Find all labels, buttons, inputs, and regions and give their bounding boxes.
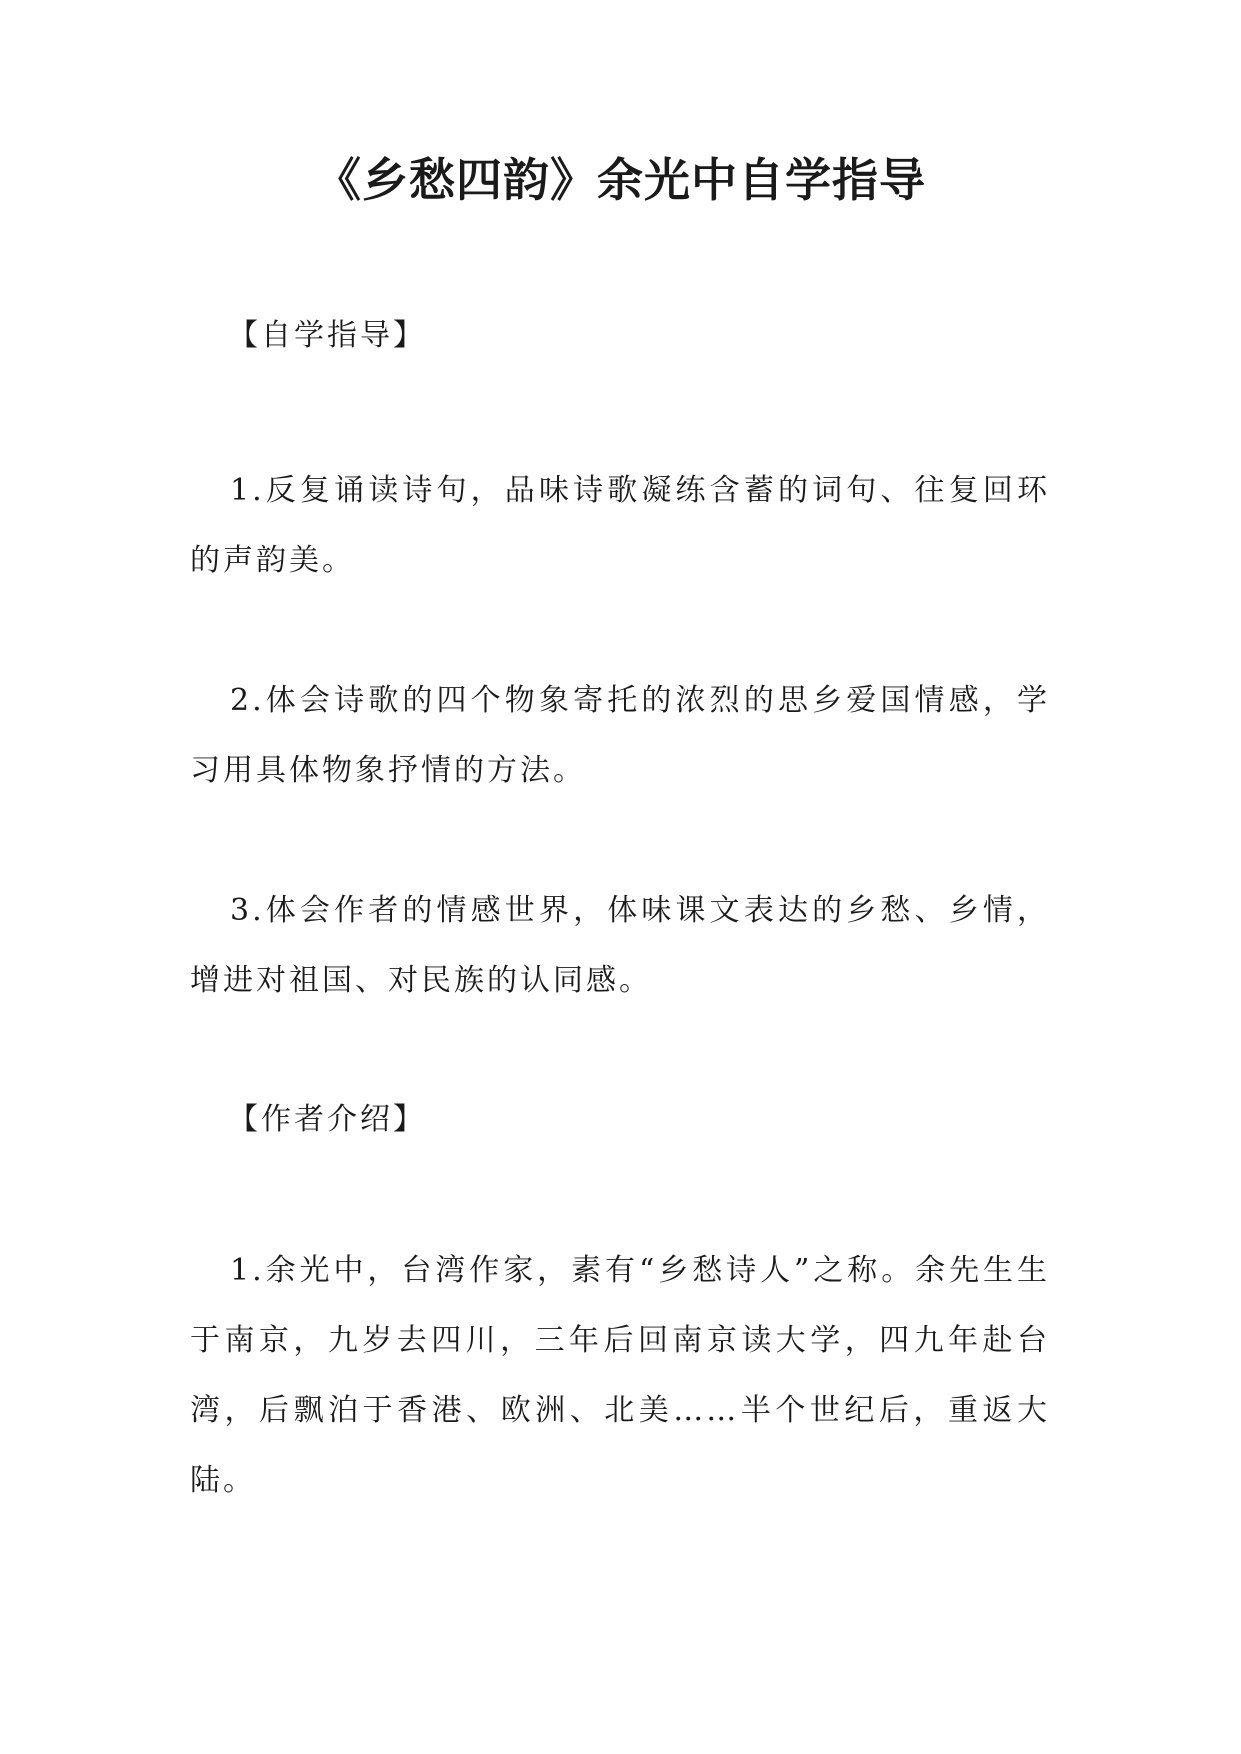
self-study-item-3: 3.体会作者的情感世界，体味课文表达的乡愁、乡情，增进对祖国、对民族的认同感。 xyxy=(190,893,1050,998)
self-study-item-1: 1.反复诵读诗句，品味诗歌凝练含蓄的词句、往复回环的声韵美。 xyxy=(190,473,1050,578)
document-title: 《乡愁四韵》余光中自学指导 xyxy=(315,153,926,207)
author-item-1: 1.余光中，台湾作家，素有“乡愁诗人”之称。余先生生于南京，九岁去四川，三年后回南京读大学，四九年赴台湾，后飘泊于香港、欧洲、北美……半个世纪后，重返大陆。 xyxy=(190,1253,1050,1498)
section-heading-self-study: 【自学指导】 xyxy=(228,318,426,353)
section-heading-author: 【作者介绍】 xyxy=(228,1102,426,1137)
self-study-item-2: 2.体会诗歌的四个物象寄托的浓烈的思乡爱国情感，学习用具体物象抒情的方法。 xyxy=(190,683,1050,788)
